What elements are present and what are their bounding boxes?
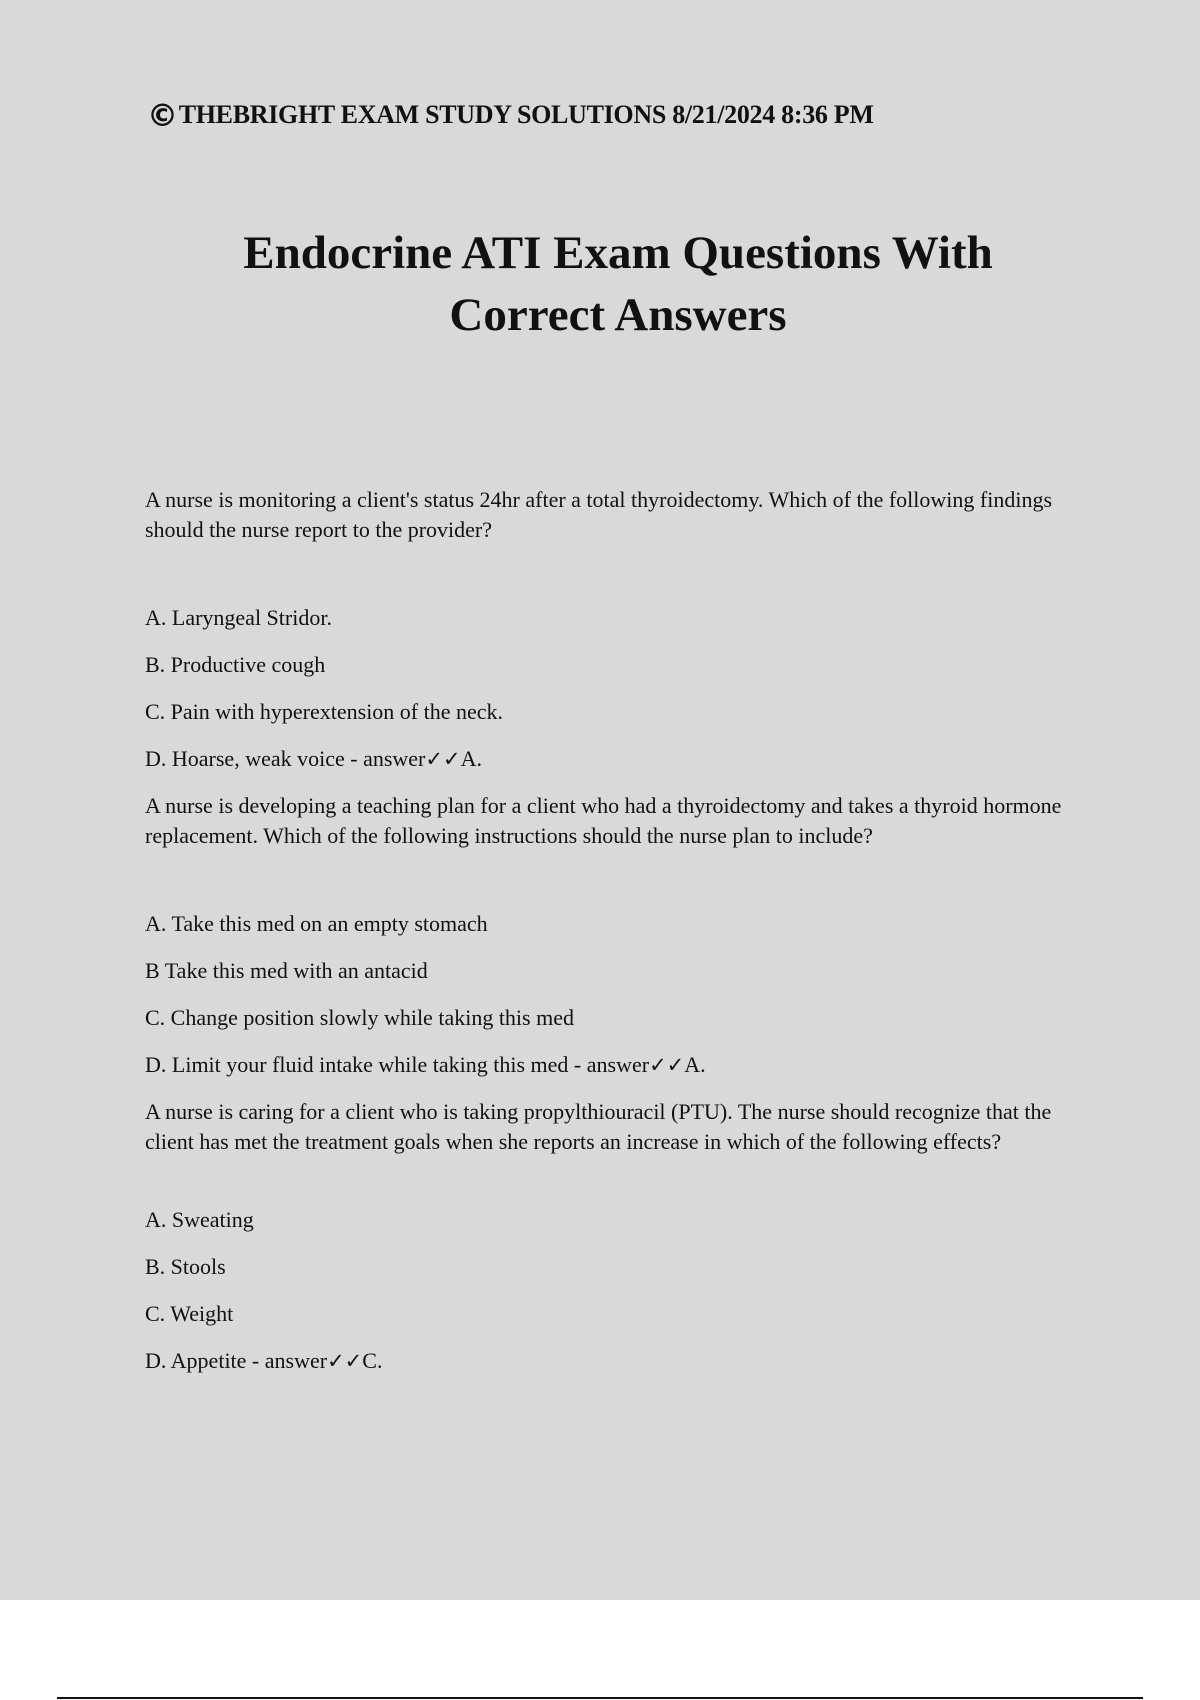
copyright-icon: ©: [147, 98, 178, 134]
answer-options: [145, 603, 1095, 791]
header-text: THEBRIGHT EXAM STUDY SOLUTIONS 8/21/2024 8:36 PM: [178, 100, 874, 129]
question-block: [145, 485, 1095, 791]
check-icon: ✓✓: [649, 1053, 685, 1077]
answer-option-text: D. Appetite - answer: [145, 1348, 328, 1373]
correct-answer: A.: [460, 746, 482, 771]
question-text: A nurse is caring for a client who is taking propylthiouracil (PTU). The nurse should recognize that the client has met the treatment goals when she reports an increase in which of the following effects?: [145, 1099, 1052, 1154]
question-list: [145, 485, 1095, 1393]
answer-option-text: D. Limit your fluid intake while taking this med - answer: [145, 1052, 650, 1077]
answer-option: A. Sweating: [145, 1207, 254, 1232]
answer-option: B Take this med with an antacid: [145, 958, 428, 983]
answer-options: [145, 909, 1095, 1097]
question-text: A nurse is developing a teaching plan for a client who had a thyroidectomy and takes a thyroid hormone replacement. Which of the following instructions should the nurse plan to include?: [145, 793, 1062, 848]
answer-option: A. Take this med on an empty stomach: [145, 911, 488, 936]
page-header: [147, 98, 874, 134]
question-block: [145, 791, 1095, 1097]
answer-option-with-key: [145, 744, 1095, 791]
answer-option: C. Weight: [145, 1301, 234, 1326]
answer-option: C. Pain with hyperextension of the neck.: [145, 699, 504, 724]
correct-answer: C.: [362, 1348, 383, 1373]
answer-options: [145, 1205, 1095, 1393]
answer-option: B. Productive cough: [145, 652, 326, 677]
title-line-1: Endocrine ATI Exam Questions With: [243, 227, 993, 279]
correct-answer: A.: [684, 1052, 706, 1077]
check-icon: ✓✓: [327, 1349, 363, 1373]
answer-option-text: D. Hoarse, weak voice - answer: [145, 746, 426, 771]
answer-option-with-key: [145, 1050, 1095, 1097]
answer-option: C. Change position slowly while taking this med: [145, 1005, 574, 1030]
question-text: A nurse is monitoring a client's status 24hr after a total thyroidectomy. Which of the following findings should the nurse report to the provider?: [145, 487, 1053, 542]
footer-divider: [57, 1697, 1143, 1699]
document-title: [0, 222, 1200, 346]
title-line-2: Correct Answers: [449, 289, 787, 341]
answer-option-with-key: [145, 1346, 1095, 1393]
check-icon: ✓✓: [425, 747, 461, 771]
answer-option: A. Laryngeal Stridor.: [145, 605, 332, 630]
answer-option: B. Stools: [145, 1254, 226, 1279]
question-block: [145, 1097, 1095, 1393]
